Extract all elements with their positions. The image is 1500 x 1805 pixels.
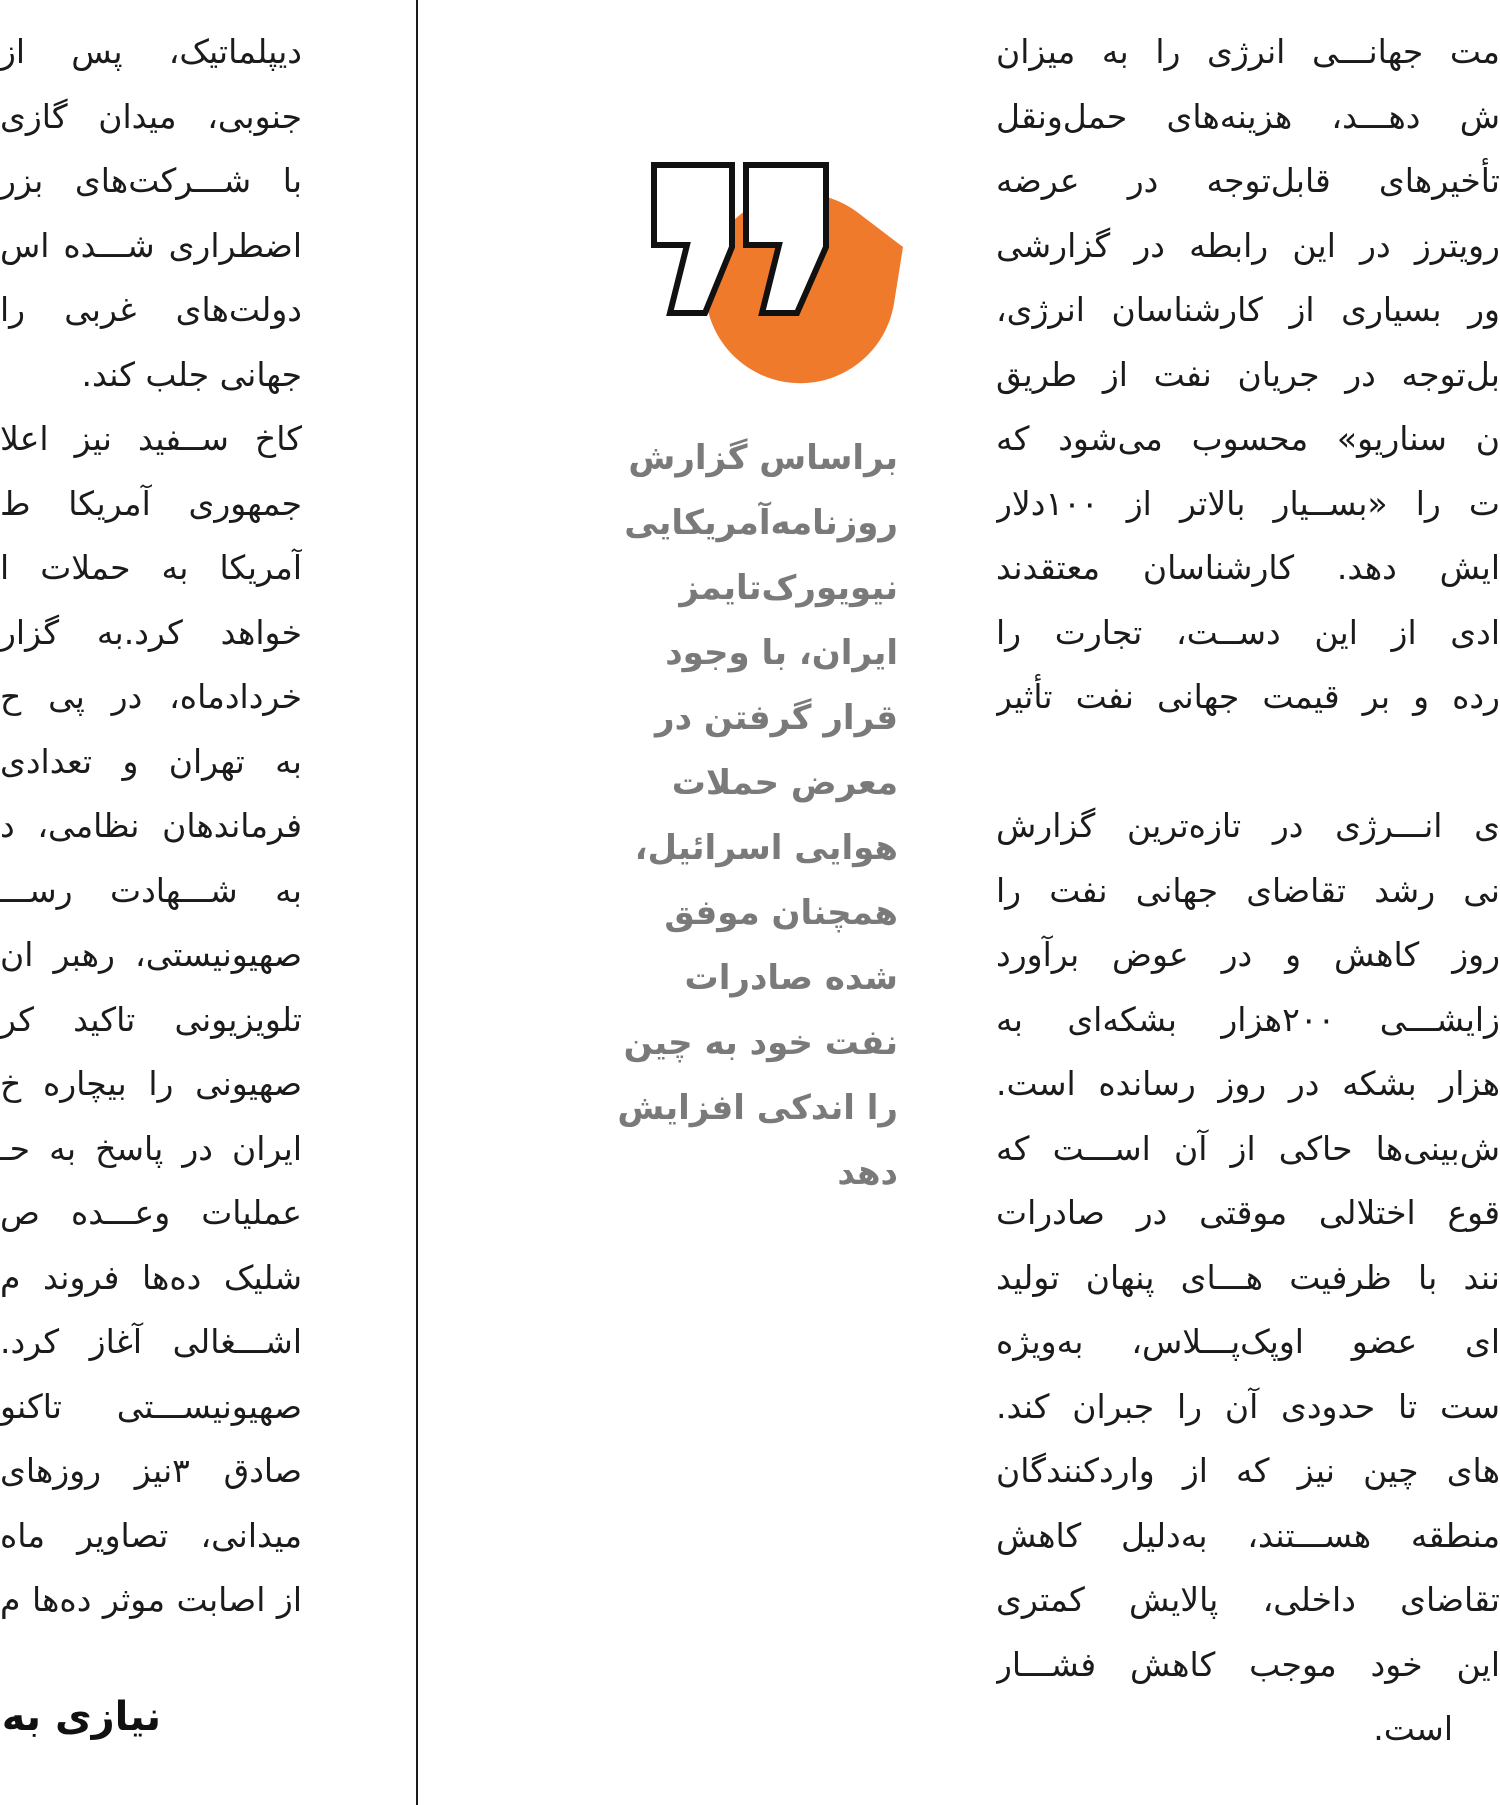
right-column-line: تقاضای داخلی، پالایش کمتری xyxy=(996,1580,1500,1619)
right-article-column xyxy=(996,20,1500,1762)
right-column-line: روز کاهش و در عوض برآورد xyxy=(996,935,1500,974)
left-column-line: جمهوری آمریکا ط xyxy=(0,483,302,523)
left-column-line: فرماندهان نظامی، د xyxy=(0,806,302,845)
pull-quote-line: نیویورک‌تایمز xyxy=(679,568,898,608)
right-column-line: است. xyxy=(1373,1709,1453,1748)
right-column-line: قوع اختلالی موقتی در صادرات xyxy=(996,1193,1500,1232)
right-column-line: مت جهانـــی انرژی را به میزان xyxy=(996,32,1500,71)
pull-quote-line: همچنان موفق xyxy=(664,893,898,933)
left-column-line: کاخ ســفید نیز اعلا xyxy=(0,419,302,458)
left-column-line: دولت‌های غربی را xyxy=(0,290,302,329)
right-column-line: ای عضو اوپک‌پـــلاس، به‌ویژه xyxy=(996,1322,1500,1361)
left-column-line: آمریکا به حملات ا xyxy=(0,548,302,587)
left-column-line: از اصابت موثر ده‌ها م xyxy=(0,1580,302,1619)
quote-graphic xyxy=(640,150,910,390)
right-column-line: این خود موجب کاهش فشـــار xyxy=(996,1644,1500,1684)
left-column-line: صهیونیستی، رهبر ان xyxy=(0,935,302,974)
pull-quote-line: را اندکی افزایش xyxy=(617,1088,898,1128)
right-column-line: نی رشد تقاضای جهانی نفت را xyxy=(996,870,1500,910)
left-column-line: ایران در پاسخ به حـ xyxy=(0,1128,302,1168)
left-column-line: میدانی، تصاویر ماه xyxy=(0,1515,302,1555)
right-column-line: ست تا حدودی آن را جبران کند. xyxy=(996,1386,1500,1426)
pull-quote-line: براساس گزارش xyxy=(628,438,898,478)
pull-quote-line: روزنامه‌آمریکایی xyxy=(624,503,898,543)
left-column-line: به شـــهادت رســـ xyxy=(0,870,302,910)
pull-quote-line: دهد xyxy=(837,1153,898,1193)
left-column-line: جهانی جلب کند. xyxy=(81,354,302,394)
right-column-line: ت را «بســیار بالاتر از ۱۰۰دلار xyxy=(996,483,1500,523)
right-column-line: رده و بر قیمت جهانی نفت تأثیر xyxy=(996,677,1500,716)
left-column-line: خردادماه، در پی ح xyxy=(0,677,302,716)
right-column-line: ادی از این دســت، تجارت را xyxy=(996,612,1500,652)
left-article-column xyxy=(0,20,302,1633)
left-column-line: جنوبی، میدان گازی xyxy=(0,96,302,136)
left-column-line: دیپلماتیک، پس از xyxy=(0,32,302,71)
left-column-line: اضطراری شـــده اس xyxy=(0,225,302,265)
section-heading: نیازی به xyxy=(1,1694,161,1740)
blank-line xyxy=(996,730,1500,795)
pull-quote-line: معرض حملات xyxy=(671,763,898,803)
right-column-line: رویترز در این رابطه در گزارشی xyxy=(996,225,1500,265)
right-column-line: نند با ظرفیت هـــای پنهان تولید xyxy=(996,1257,1500,1297)
pull-quote-line: شده صادرات xyxy=(684,958,898,998)
pull-quote-line: هوایی اسرائیل، xyxy=(634,828,898,868)
pull-quote-line: قرار گرفتن در xyxy=(655,698,898,738)
column-divider xyxy=(416,0,418,1805)
right-column-line: ور بسیاری از کارشناسان انرژی، xyxy=(996,290,1500,329)
pull-quote-line: نفت خود به چین xyxy=(623,1023,898,1063)
right-column-line: ش دهـــد، هزینه‌های حمل‌ونقل xyxy=(996,96,1500,136)
right-column-line: هزار بشکه در روز رسانده است. xyxy=(996,1064,1500,1103)
left-column-line: با شـــرکت‌های بزر xyxy=(0,161,302,200)
right-column-line: ش‌بینی‌ها حاکی از آن اســـت که xyxy=(996,1128,1500,1168)
right-column-line: بل‌توجه در جریان نفت از طریق xyxy=(996,354,1500,394)
left-column-line: عملیات وعـــده ص xyxy=(0,1193,302,1232)
right-column-line: ایش دهد. کارشناسان معتقدند xyxy=(996,548,1500,587)
left-column-line: تلویزیونی تاکید کر xyxy=(0,999,302,1039)
right-column-line: ن سناریو» محسوب می‌شود که xyxy=(996,419,1500,458)
pull-quote xyxy=(560,426,898,1206)
right-column-line: ی انـــرژی در تازه‌ترین گزارش xyxy=(996,806,1500,845)
right-column-line: منطقه هســـتند، به‌دلیل کاهش xyxy=(996,1515,1500,1555)
right-column-line: های چین نیز که از واردکنندگان xyxy=(996,1451,1500,1490)
right-column-line: تأخیرهای قابل‌توجه در عرضه xyxy=(996,161,1500,200)
left-column-line: خواهد کرد.به گزار xyxy=(0,612,302,652)
pull-quote-line: ایران، با وجود xyxy=(665,633,898,673)
left-column-line: صهیونیســـتی تاکنو xyxy=(0,1386,302,1426)
left-column-line: اشـــغالی آغاز کرد. xyxy=(0,1322,302,1361)
left-column-line: شلیک ده‌ها فروند م xyxy=(0,1257,302,1297)
left-column-line: به تهران و تعدادی xyxy=(0,741,302,781)
right-column-line: زایشـــی ۲۰۰هزار بشکه‌ای به xyxy=(996,999,1500,1039)
left-column-line: صهیونی را بیچاره خ xyxy=(0,1064,302,1103)
left-column-line: صادق ۳نیز روزهای xyxy=(0,1451,302,1490)
